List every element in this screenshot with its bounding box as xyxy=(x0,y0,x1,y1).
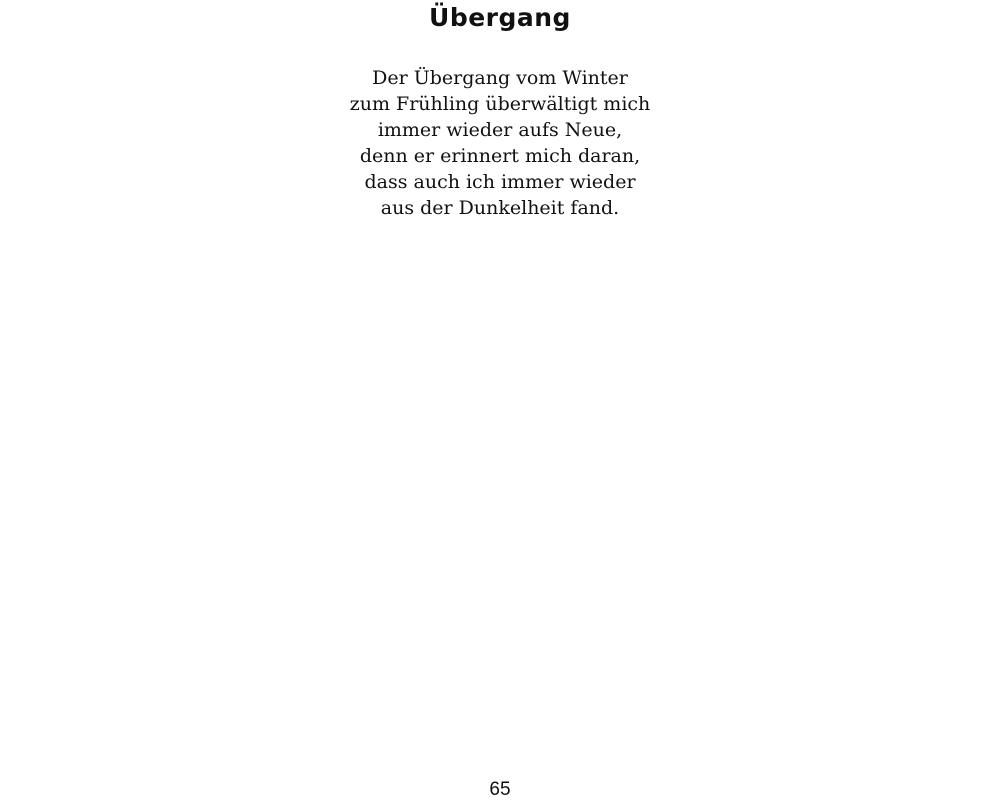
poem-line: denn er erinnert mich daran, xyxy=(359,145,641,167)
poem-line: Der Übergang vom Winter xyxy=(372,67,628,89)
page-number: 65 xyxy=(489,779,511,800)
poem-text xyxy=(0,65,1000,221)
page-title: Übergang xyxy=(429,3,571,32)
poem-line: immer wieder aufs Neue, xyxy=(377,119,623,141)
poem-line: zum Frühling überwältigt mich xyxy=(349,93,651,115)
poem-line: dass auch ich immer wieder xyxy=(364,171,636,193)
poem-line: aus der Dunkelheit fand. xyxy=(380,197,620,219)
